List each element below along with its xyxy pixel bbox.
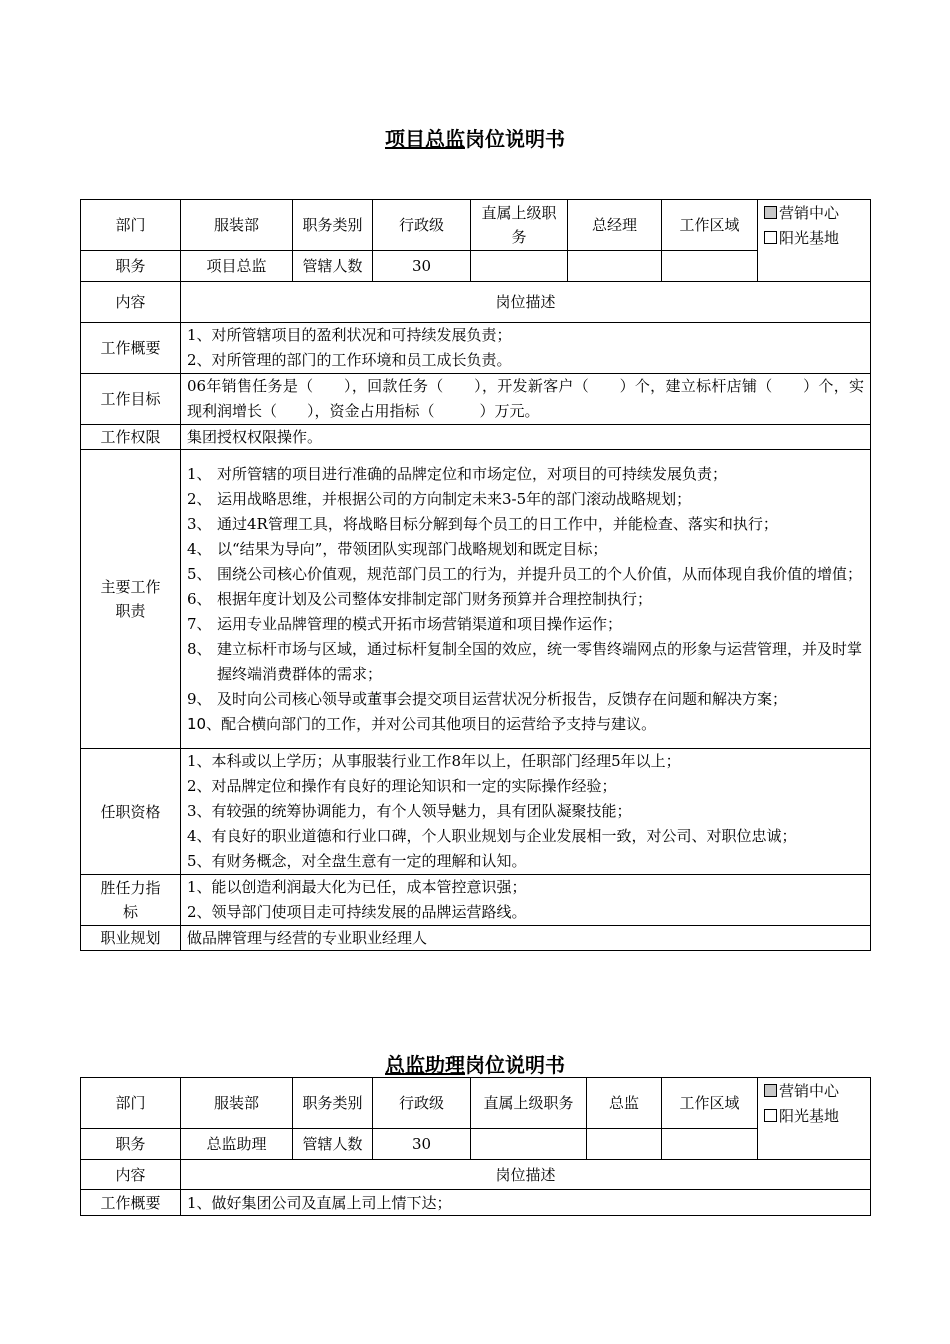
overview-label: 工作概要 [81, 323, 181, 374]
duties-label: 主要工作职责 [81, 450, 181, 749]
overview-line: 1、对所管辖项目的盈利状况和可持续发展负责； [187, 326, 512, 344]
area-label: 工作区域 [662, 1078, 758, 1129]
staff-value: 30 [373, 251, 471, 282]
duty-item: 1、 对所管辖的项目进行准确的品牌定位和市场定位，对项目的可持续发展负责； [187, 464, 728, 483]
duty-item: 7、 运用专业品牌管理的模式开拓市场营销渠道和项目操作运作； [187, 614, 623, 633]
authority-label: 工作权限 [81, 425, 181, 450]
duty-item: 3、 通过4R管理工具，将战略目标分解到每个员工的日工作中，并能检查、落实和执行； [187, 514, 778, 533]
qual-line: 1、本科或以上学历；从事服装行业工作8年以上，任职部门经理5年以上； [187, 752, 681, 770]
superior-label: 直属上级职务 [471, 200, 568, 251]
qual-line: 4、有良好的职业道德和行业口碑，个人职业规划与企业发展相一致，对公司、对职位忠诚； [187, 827, 797, 845]
content-label: 内容 [81, 1160, 181, 1190]
checkbox-icon[interactable] [764, 1109, 777, 1122]
dept-value: 服装部 [181, 1078, 293, 1129]
qual-line: 3、有较强的统筹协调能力，有个人领导魅力，具有团队凝聚技能； [187, 802, 632, 820]
staff-label: 管辖人数 [293, 1129, 373, 1160]
doc2-title-rest: 岗位说明书 [465, 1053, 565, 1077]
empty-cell [471, 1129, 587, 1160]
area-options [758, 1078, 871, 1160]
area-label: 工作区域 [662, 200, 758, 251]
position-label: 职务 [81, 251, 181, 282]
doc1-title-rest: 岗位说明书 [465, 127, 565, 151]
kpi-label: 胜任力指标 [81, 875, 181, 926]
overview-line: 2、对所管理的部门的工作环境和员工成长负责。 [187, 351, 512, 369]
kpi-line: 1、能以创造利润最大化为已任，成本管控意识强； [187, 878, 527, 896]
career-text: 做品牌管理与经营的专业职业经理人 [181, 926, 871, 951]
duty-item: 10、配合横向部门的工作，并对公司其他项目的运营给予支持与建议。 [187, 714, 657, 733]
content-header: 岗位描述 [181, 282, 871, 323]
overview-cell [181, 323, 871, 374]
empty-cell [662, 1129, 758, 1160]
type-label: 职务类别 [293, 200, 373, 251]
content-label: 内容 [81, 282, 181, 323]
type-value: 行政级 [373, 1078, 471, 1129]
duty-item: 4、 以“结果为导向”，带领团队实现部门战略规划和既定目标； [187, 539, 608, 558]
dept-label: 部门 [81, 200, 181, 251]
qual-label: 任职资格 [81, 749, 181, 875]
staff-label: 管辖人数 [293, 251, 373, 282]
duty-item: 6、 根据年度计划及公司整体安排制定部门财务预算并合理控制执行； [187, 589, 653, 608]
goal-label: 工作目标 [81, 374, 181, 425]
duties-cell [181, 450, 871, 749]
doc2-table [80, 1077, 871, 1216]
area-option-sales[interactable]: 营销中心 [764, 1079, 864, 1104]
area-option-sales[interactable]: 营销中心 [764, 201, 864, 226]
overview-label: 工作概要 [81, 1190, 181, 1216]
superior-label: 直属上级职务 [471, 1078, 587, 1129]
staff-value: 30 [373, 1129, 471, 1160]
empty-cell [587, 1129, 662, 1160]
doc2-title-underlined: 总监助理 [385, 1053, 465, 1077]
doc2-title [0, 1049, 950, 1078]
empty-cell [662, 251, 758, 282]
doc1-table [80, 199, 871, 951]
career-label: 职业规划 [81, 926, 181, 951]
superior-value: 总经理 [568, 200, 662, 251]
duty-item: 9、 及时向公司核心领导或董事会提交项目运营状况分析报告，反馈存在问题和解决方案； [187, 689, 788, 708]
doc1-title-underlined: 项目总监 [385, 127, 465, 151]
content-header: 岗位描述 [181, 1160, 871, 1190]
type-value: 行政级 [373, 200, 471, 251]
kpi-cell [181, 875, 871, 926]
area-option-base[interactable]: 阳光基地 [764, 1104, 864, 1129]
dept-value: 服装部 [181, 200, 293, 251]
dept-label: 部门 [81, 1078, 181, 1129]
qual-line: 2、对品牌定位和操作有良好的理论知识和一定的实际操作经验； [187, 777, 617, 795]
duty-item: 2、 运用战略思维，并根据公司的方向制定未来3-5年的部门滚动战略规划； [187, 489, 692, 508]
empty-cell [568, 251, 662, 282]
type-label: 职务类别 [293, 1078, 373, 1129]
kpi-line: 2、领导部门使项目走可持续发展的品牌运营路线。 [187, 903, 527, 921]
position-value: 总监助理 [181, 1129, 293, 1160]
checkbox-icon[interactable] [764, 231, 777, 244]
area-option-base[interactable]: 阳光基地 [764, 226, 864, 251]
goal-text: 06年销售任务是（ ），回款任务（ ），开发新客户（ ）个，建立标杆店铺（ ）个，实现利润增长（ ），资金占用指标（ ）万元。 [181, 374, 871, 425]
empty-cell [471, 251, 568, 282]
area-options [758, 200, 871, 282]
duty-item: 5、 围绕公司核心价值观，规范部门员工的行为，并提升员工的个人价值，从而体现自我价值的增值； [187, 564, 863, 583]
position-label: 职务 [81, 1129, 181, 1160]
qual-line: 5、有财务概念，对全盘生意有一定的理解和认知。 [187, 852, 527, 870]
authority-text: 集团授权权限操作。 [181, 425, 871, 450]
checkbox-icon[interactable] [764, 206, 777, 219]
duty-item: 8、 建立标杆市场与区域，通过标杆复制全国的效应，统一零售终端网点的形象与运营管理，并及时掌握终端消费群体的需求； [187, 639, 863, 683]
superior-value: 总监 [587, 1078, 662, 1129]
position-value: 项目总监 [181, 251, 293, 282]
qual-cell [181, 749, 871, 875]
doc1-title [0, 123, 950, 152]
overview-line: 1、做好集团公司及直属上司上情下达； [181, 1190, 871, 1216]
checkbox-icon[interactable] [764, 1084, 777, 1097]
